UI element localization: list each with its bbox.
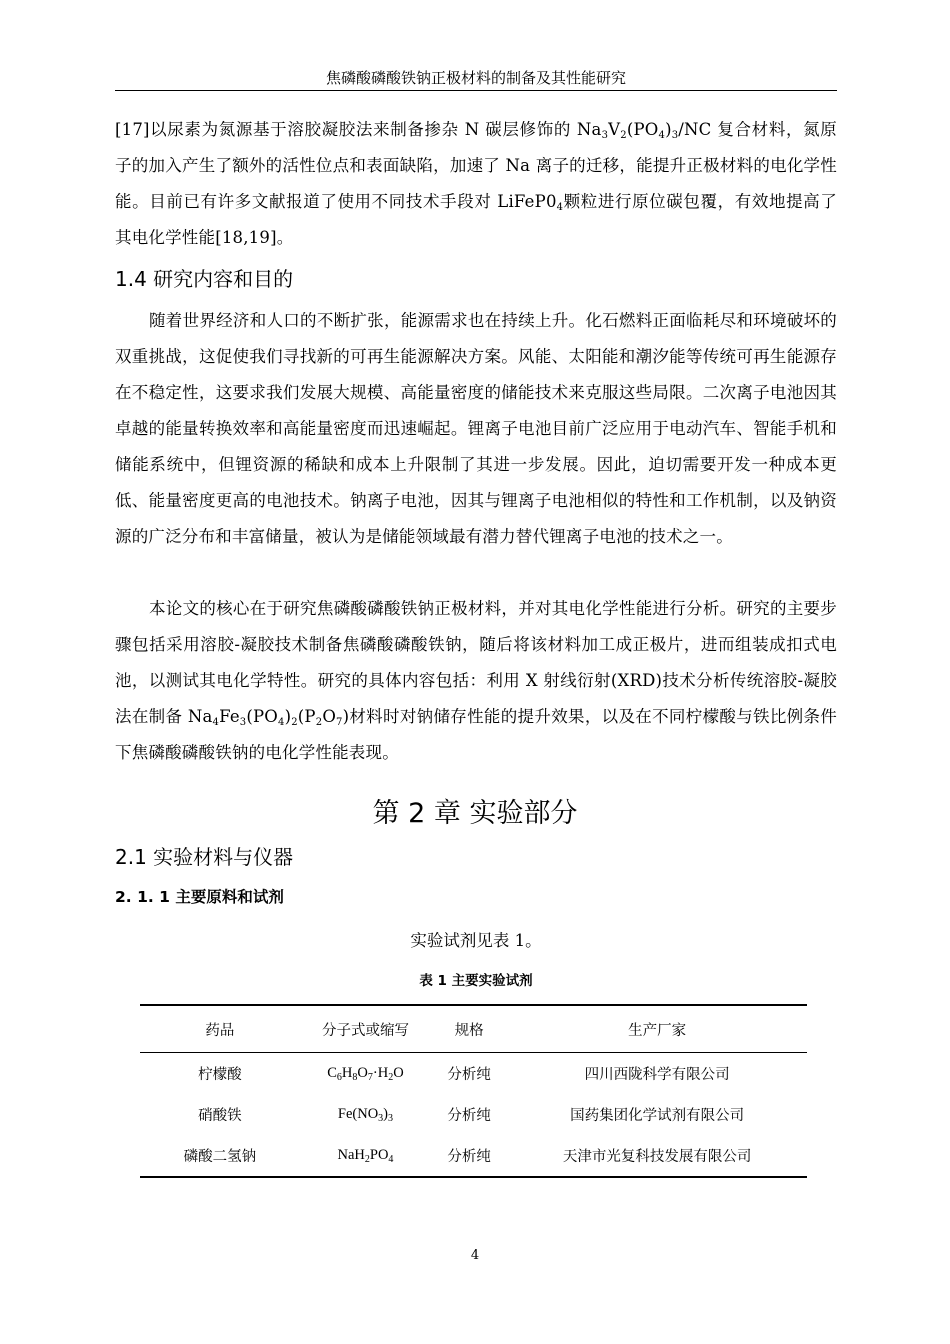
header-cell-grade: 规格	[431, 1005, 507, 1053]
subsection-heading-2-1-1: 2. 1. 1 主要原料和试剂	[115, 888, 284, 906]
chapter-2-title: 第 2 章 实验部分	[372, 798, 578, 829]
table-caption: 表 1 主要实验试剂	[419, 973, 533, 989]
cell-formula: $Fe(NO_3)_3$	[337, 1106, 394, 1124]
table-reference-text: 实验试剂见表 1。	[410, 931, 542, 950]
cell-manufacturer: 国药集团化学试剂有限公司	[570, 1108, 745, 1124]
cell-grade: 分析纯	[447, 1108, 491, 1124]
cell-grade: 分析纯	[431, 1135, 507, 1177]
header-cell-formula: 分子式或缩写	[300, 1005, 431, 1053]
page-number: 4	[470, 1248, 480, 1263]
section-heading-2-1: 2.1 实验材料与仪器	[115, 845, 294, 869]
header-cell-drug: 药品	[140, 1005, 300, 1053]
cell-grade: 分析纯	[447, 1067, 491, 1083]
section-1-4-paragraph-1: 随着世界经济和人口的不断扩张，能源需求也在持续上升。化石燃料正面临耗尽和环境破坏的双重挑战，这促使我们寻找新的可再生能源解决方案。风能、太阳能和潮汐能等传统可再生能源存在不稳定性，这要求我们发展大规模、高能量密度的储能技术来克服这些局限。二次离子电池因其卓越的能量转换效率和高能量密度而迅速崛起。锂离子电池目前广泛应用于电动汽车、智能手机和储能系统中，但锂资源的稀缺和成本上升限制了其进一步发展。因此，迫切需要开发一种成本更低、能量密度更高的电池技术。钠离子电池，因其与锂离子电池相似的特性和工作机制，以及钠资源的广泛分布和丰富储量，被认为是储能领域最有潜力替代锂离子电池的技术之一。	[115, 311, 837, 546]
table-row	[140, 1135, 807, 1177]
running-header: 焦磷酸磷酸铁钠正极材料的制备及其性能研究	[325, 69, 626, 87]
header-cell-manufacturer: 生产厂家	[507, 1005, 807, 1053]
cell-drug: 柠檬酸	[198, 1067, 242, 1083]
cell-manufacturer: 天津市光复科技发展有限公司	[507, 1135, 807, 1177]
section-1-4-paragraph-2: 本论文的核心在于研究焦磷酸磷酸铁钠正极材料，并对其电化学性能进行分析。研究的主要步骤包括采用溶胶-凝胶技术制备焦磷酸磷酸铁钠，随后将该材料加工成正极片，进而组装成扣式电池，以测试其电化学特性。研究的具体内容包括：利用 X 射线衍射(XRD)技术分析传统溶胶-凝胶法在制备 $Na_4Fe_3(PO_4)_2(P_2O_7)$材料时对钠储存性能的提升效果，以及在不同柠檬酸与铁比例条件下焦磷酸磷酸铁钠的电化学性能表现。	[115, 599, 837, 762]
table-row	[140, 1053, 807, 1095]
intro-paragraph: [17]以尿素为氮源基于溶胶凝胶法来制备掺杂 N 碳层修饰的 $Na_3V_2(PO_4)_3/NC$ 复合材料，氮原子的加入产生了额外的活性位点和表面缺陷，加速了 Na 离子的迁移，能提升正极材料的电化学性能。目前已有许多文献报道了使用不同技术手段对 $LiFeP0_4$颗粒进行原位碳包覆，有效地提高了其电化学性能[18,19]。	[115, 120, 837, 247]
section-heading-1-4: 1.4 研究内容和目的	[115, 267, 294, 291]
cell-drug: 硝酸铁	[198, 1108, 242, 1124]
cell-manufacturer: 四川西陇科学有限公司	[584, 1067, 730, 1083]
table-row	[140, 1094, 807, 1135]
reagents-table	[140, 1004, 807, 1178]
cell-formula: $C_6H_8O_7\cdot H_2O$	[327, 1065, 404, 1083]
cell-formula: $NaH_2PO_4$	[300, 1135, 431, 1177]
table-header-row	[140, 1005, 807, 1053]
cell-drug: 磷酸二氢钠	[140, 1135, 300, 1177]
header-rule	[115, 90, 837, 91]
